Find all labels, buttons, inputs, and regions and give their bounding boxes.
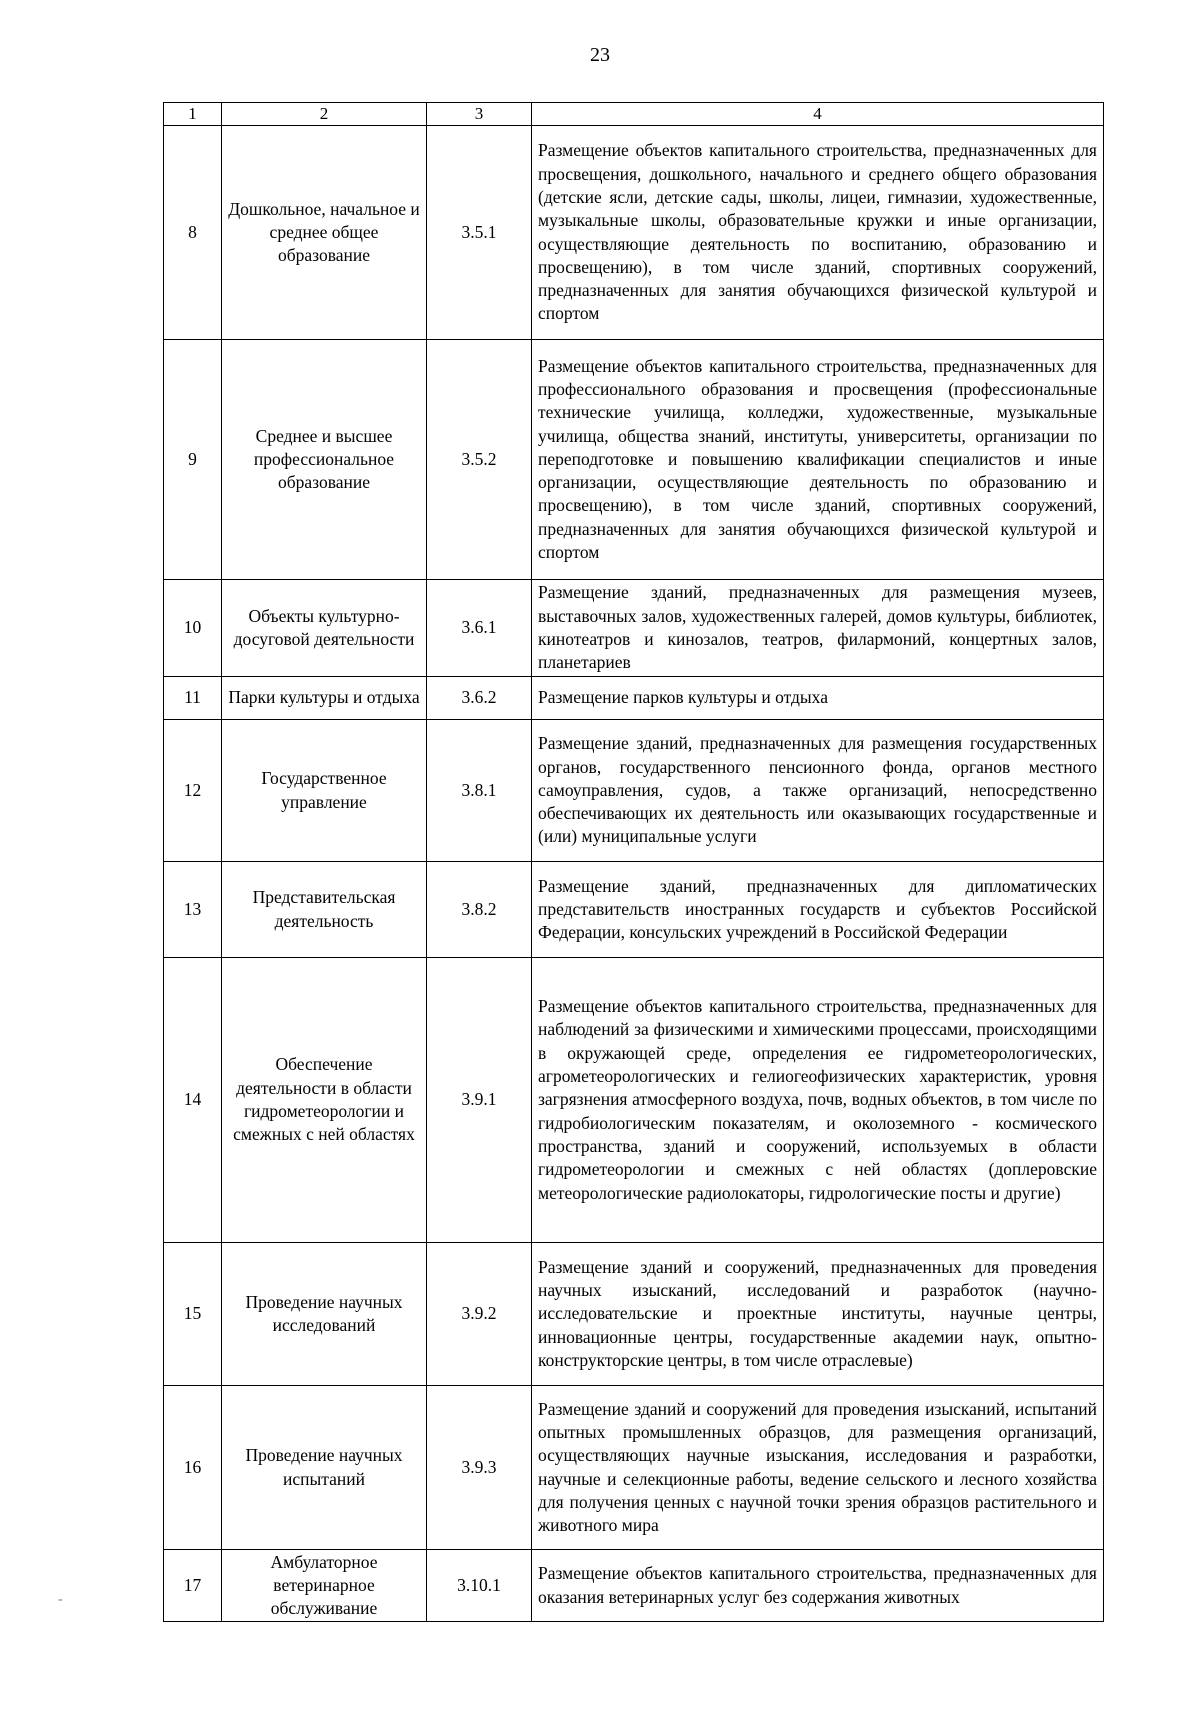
row-number: 14 (164, 958, 222, 1243)
table-row (164, 1550, 1104, 1622)
table-row (164, 1386, 1104, 1550)
use-type-code: 3.9.3 (427, 1386, 532, 1550)
use-type-description: Размещение зданий и сооружений для проведения изысканий, испытаний опытных промышленных образцов, для размещения организаций, осуществляющих научные изыскания, исследования и разработки, научные и селекционные работы, ведение сельского и лесного хозяйства для получения ценных с научной точки зрения образцов растительного и животного мира (532, 1386, 1104, 1550)
row-number: 12 (164, 720, 222, 862)
row-number: 10 (164, 580, 222, 677)
table-row (164, 677, 1104, 720)
page-number: 23 (590, 44, 610, 66)
use-type-code: 3.9.1 (427, 958, 532, 1243)
row-number: 17 (164, 1550, 222, 1622)
use-type-code: 3.5.1 (427, 126, 532, 340)
use-type-name: Обеспечение деятельности в области гидрометеорологии и смежных с ней областях (222, 958, 427, 1243)
row-number: 15 (164, 1243, 222, 1386)
row-number: 13 (164, 862, 222, 958)
use-type-code: 3.8.2 (427, 862, 532, 958)
column-header-1: 1 (164, 103, 222, 126)
table-row (164, 720, 1104, 862)
use-type-code: 3.8.1 (427, 720, 532, 862)
use-type-description: Размещение зданий, предназначенных для дипломатических представительств иностранных государств и субъектов Российской Федерации, консульских учреждений в Российской Федерации (532, 862, 1104, 958)
table-header-row (164, 103, 1104, 126)
table-row (164, 958, 1104, 1243)
use-type-code: 3.6.2 (427, 677, 532, 720)
row-number: 16 (164, 1386, 222, 1550)
row-number: 8 (164, 126, 222, 340)
use-type-name: Проведение научных испытаний (222, 1386, 427, 1550)
use-type-code: 3.5.2 (427, 340, 532, 580)
column-header-2: 2 (222, 103, 427, 126)
use-type-name: Парки культуры и отдыха (222, 677, 427, 720)
use-type-name: Государственное управление (222, 720, 427, 862)
row-number: 9 (164, 340, 222, 580)
use-type-name: Представительская деятельность (222, 862, 427, 958)
use-type-description: Размещение парков культуры и отдыха (532, 677, 1104, 720)
row-number: 11 (164, 677, 222, 720)
use-type-description: Размещение зданий и сооружений, предназначенных для проведения научных изысканий, исследований и разработок (научно-исследовательские и проектные институты, научные центры, инновационные центры, государственные академии наук, опытно-конструкторские центры, в том числе отраслевые) (532, 1243, 1104, 1386)
use-type-name: Среднее и высшее профессиональное образование (222, 340, 427, 580)
use-type-name: Объекты культурно-досуговой деятельности (222, 580, 427, 677)
land-use-table (163, 102, 1104, 1622)
scan-speck: - (58, 1592, 63, 1607)
use-type-description: Размещение зданий, предназначенных для размещения государственных органов, государственного пенсионного фонда, органов местного самоуправления, судов, а также организаций, непосредственно обеспечивающих их деятельность или оказывающих государственные и (или) муниципальные услуги (532, 720, 1104, 862)
use-type-code: 3.9.2 (427, 1243, 532, 1386)
table-row (164, 1243, 1104, 1386)
use-type-code: 3.10.1 (427, 1550, 532, 1622)
use-type-description: Размещение объектов капитального строительства, предназначенных для оказания ветеринарных услуг без содержания животных (532, 1550, 1104, 1622)
column-header-3: 3 (427, 103, 532, 126)
table-row (164, 126, 1104, 340)
use-type-name: Проведение научных исследований (222, 1243, 427, 1386)
use-type-description: Размещение зданий, предназначенных для размещения музеев, выставочных залов, художественных галерей, домов культуры, библиотек, кинотеатров и кинозалов, театров, филармоний, концертных залов, планетариев (532, 580, 1104, 677)
table-row (164, 340, 1104, 580)
table-row (164, 580, 1104, 677)
use-type-description: Размещение объектов капитального строительства, предназначенных для наблюдений за физическими и химическими процессами, происходящими в окружающей среде, определения ее гидрометеорологических, агрометеорологических и гелиогеофизических характеристик, уровня загрязнения атмосферного воздуха, почв, водных объектов, в том числе по гидробиологическим показателям, и околоземного - космического пространства, зданий и сооружений, используемых в области гидрометеорологии и смежных с ней областях (доплеровские метеорологические радиолокаторы, гидрологические посты и другие) (532, 958, 1104, 1243)
use-type-code: 3.6.1 (427, 580, 532, 677)
use-type-name: Амбулаторное ветеринарное обслуживание (222, 1550, 427, 1622)
use-type-name: Дошкольное, начальное и среднее общее образование (222, 126, 427, 340)
use-type-description: Размещение объектов капитального строительства, предназначенных для просвещения, дошкольного, начального и среднего общего образования (детские ясли, детские сады, школы, лицеи, гимназии, художественные, музыкальные школы, образовательные кружки и иные организации, осуществляющие деятельность по воспитанию, образованию и просвещению), в том числе зданий, спортивных сооружений, предназначенных для занятия обучающихся физической культурой и спортом (532, 126, 1104, 340)
column-header-4: 4 (532, 103, 1104, 126)
use-type-description: Размещение объектов капитального строительства, предназначенных для профессионального образования и просвещения (профессиональные технические училища, колледжи, художественные, музыкальные училища, общества знаний, институты, университеты, организации по переподготовке и повышению квалификации специалистов и иные организации, осуществляющие деятельность по образованию и просвещению), в том числе зданий, спортивных сооружений, предназначенных для занятия обучающихся физической культурой и спортом (532, 340, 1104, 580)
table-row (164, 862, 1104, 958)
